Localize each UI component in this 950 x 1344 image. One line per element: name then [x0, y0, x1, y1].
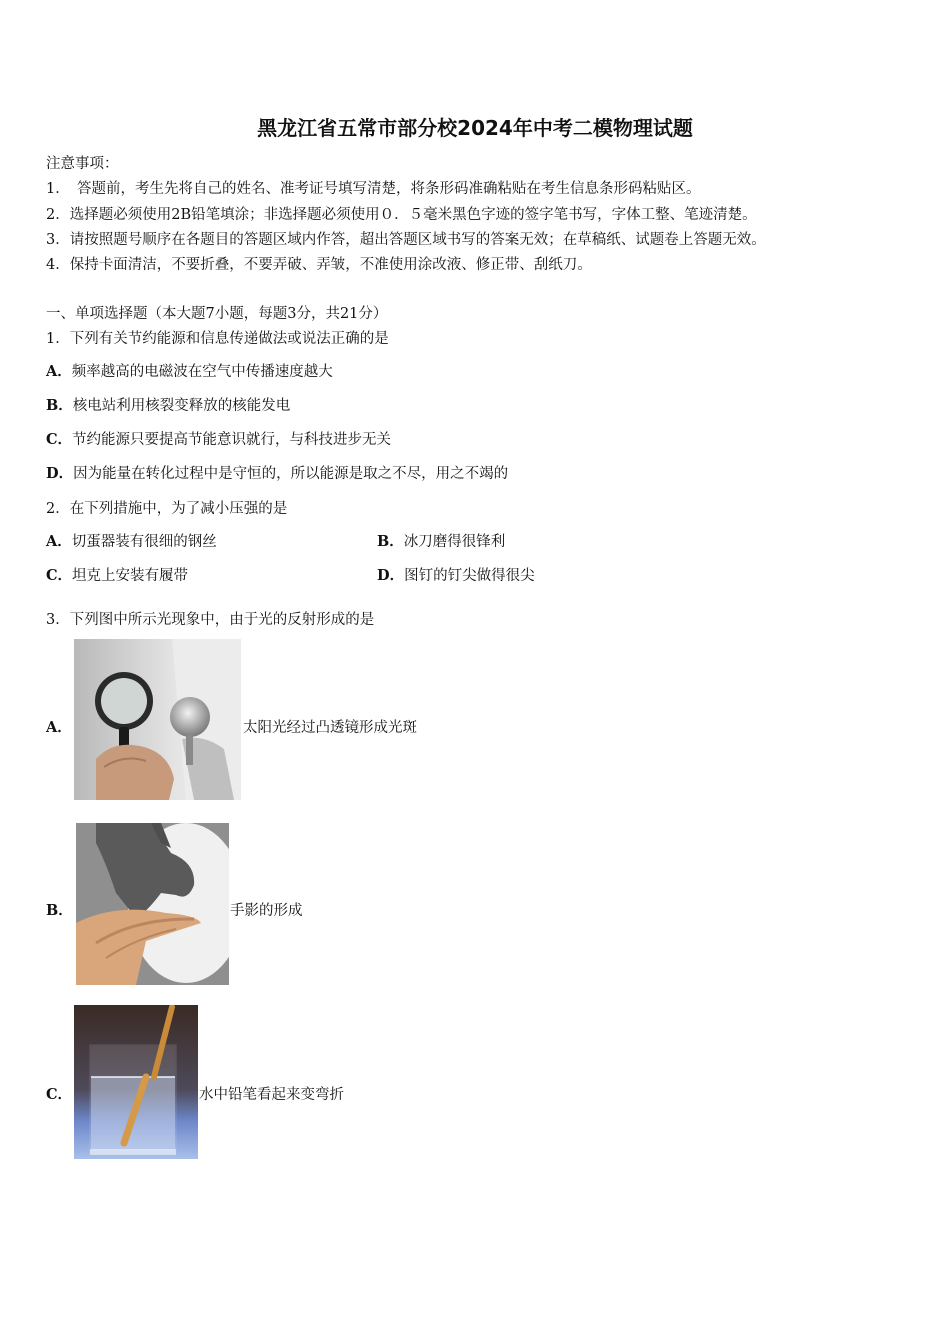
notice-heading: 注意事项： [46, 156, 119, 172]
q1-option-b [46, 394, 290, 415]
pencil-in-water-image [74, 1005, 198, 1159]
option-text: 水中铅笔看起来变弯折 [199, 1087, 344, 1103]
option-text: 图钉的钉尖做得很尖 [404, 568, 535, 584]
q2-option-a [46, 530, 217, 551]
option-label: C． [46, 1086, 73, 1103]
notice-item: 3．请按照题号顺序在各题目的答题区域内作答，超出答题区域书写的答案无效；在草稿纸、试题卷上答题无效。 [46, 232, 766, 248]
section-heading: 一、单项选择题（本大题7小题，每题3分，共21分） [46, 306, 388, 322]
page-title: 黑龙江省五常市部分校2024年中考二模物理试题 [257, 116, 693, 140]
q2-option-d [377, 564, 535, 585]
notice-item: 1． 答题前，考生先将自己的姓名、准考证号填写清楚，将条形码准确粘贴在考生信息条形码粘贴区。 [46, 181, 701, 197]
option-label: B． [46, 397, 73, 414]
option-label: D． [46, 465, 74, 482]
option-label: A． [46, 719, 72, 736]
hand-shadow-image [76, 823, 229, 985]
option-text: 太阳光经过凸透镜形成光斑 [243, 720, 417, 736]
option-label: A． [46, 363, 72, 380]
q2-option-c [46, 564, 188, 585]
magnifier-sunlight-image [74, 639, 241, 800]
option-text: 核电站利用核裂变释放的核能发电 [72, 398, 291, 414]
q2-option-b [377, 530, 505, 551]
option-text: 频率越高的电磁波在空气中传播速度越大 [71, 364, 333, 380]
option-label: B． [377, 533, 404, 550]
option-text: 切蛋器装有很细的钢丝 [71, 534, 217, 550]
q1-option-d [46, 462, 508, 483]
q1-option-c [46, 428, 391, 449]
option-label: C． [46, 567, 73, 584]
option-text: 因为能量在转化过程中是守恒的，所以能源是取之不尽，用之不竭的 [73, 466, 509, 482]
option-label: B． [46, 902, 73, 919]
option-text: 节约能源只要提高节能意识就行，与科技进步无关 [72, 432, 392, 448]
option-label: A． [46, 533, 72, 550]
notice-item: 4．保持卡面清洁，不要折叠，不要弄破、弄皱，不准使用涂改液、修正带、刮纸刀。 [46, 257, 592, 273]
question-1-stem: 1．下列有关节约能源和信息传递做法或说法正确的是 [46, 331, 389, 347]
option-text: 手影的形成 [230, 903, 303, 919]
option-label: D． [377, 567, 405, 584]
option-text: 坦克上安装有履带 [72, 568, 189, 584]
question-2-stem: 2．在下列措施中，为了减小压强的是 [46, 501, 288, 517]
option-label: C． [46, 431, 73, 448]
option-text: 冰刀磨得很锋利 [403, 534, 506, 550]
q1-option-a [46, 360, 333, 381]
notice-item: 2．选择题必须使用2B铅笔填涂；非选择题必须使用０．５毫米黑色字迹的签字笔书写，字体工整、笔迹清楚。 [46, 207, 757, 223]
question-3-stem: 3．下列图中所示光现象中，由于光的反射形成的是 [46, 612, 375, 628]
